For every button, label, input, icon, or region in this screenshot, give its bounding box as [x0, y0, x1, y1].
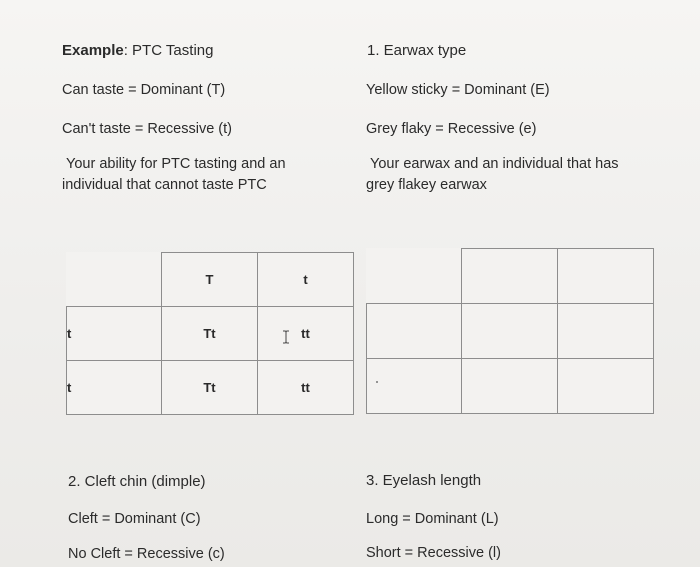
punnett-header-row — [367, 249, 654, 304]
cleft-dominant-text: Cleft = Dominant (C) — [68, 511, 201, 527]
example-dominant-text: Can taste = Dominant (T) — [62, 82, 226, 98]
earwax-dominant-text: Yellow sticky = Dominant (E) — [366, 82, 550, 98]
punnett-top-allele-input[interactable] — [462, 249, 558, 304]
text-cursor-icon — [282, 330, 290, 344]
eyelash-heading: 3. Eyelash length — [366, 472, 482, 489]
punnett-cell: tt — [258, 307, 354, 361]
earwax-punnett-square[interactable] — [366, 248, 654, 414]
punnett-cell-input[interactable] — [558, 304, 654, 359]
example-prompt: Your ability for PTC tasting and an individual that cannot taste PTC — [62, 156, 286, 193]
punnett-cell-input[interactable] — [558, 359, 654, 414]
punnett-corner — [367, 249, 462, 304]
example-recessive-text: Can't taste = Recessive (t) — [62, 121, 232, 137]
punnett-side-allele-input[interactable] — [367, 359, 462, 414]
earwax-heading: 1. Earwax type — [367, 42, 467, 59]
punnett-cell-input[interactable] — [462, 359, 558, 414]
punnett-cell: Tt — [162, 307, 258, 361]
punnett-cell: tt — [258, 361, 354, 415]
punnett-corner — [67, 253, 162, 307]
punnett-top-allele: t — [258, 253, 354, 307]
cleft-heading: 2. Cleft chin (dimple) — [68, 473, 206, 490]
punnett-row — [367, 359, 654, 414]
punnett-row — [67, 307, 354, 361]
eyelash-recessive-text: Short = Recessive (l) — [366, 545, 501, 561]
example-heading-rest: : PTC Tasting — [123, 42, 214, 59]
earwax-recessive-text: Grey flaky = Recessive (e) — [366, 121, 537, 137]
example-heading — [62, 42, 213, 60]
punnett-side-allele-input[interactable] — [367, 304, 462, 359]
punnett-cell: Tt — [162, 361, 258, 415]
punnett-header-row — [67, 253, 354, 307]
earwax-prompt: Your earwax and an individual that has grey flakey earwax — [366, 156, 619, 193]
stray-mark — [376, 381, 378, 383]
eyelash-dominant-text: Long = Dominant (L) — [366, 511, 499, 527]
example-punnett-square — [66, 252, 354, 415]
punnett-cell-input[interactable] — [462, 304, 558, 359]
punnett-top-allele-input[interactable] — [558, 249, 654, 304]
punnett-row — [67, 361, 354, 415]
punnett-row — [367, 304, 654, 359]
punnett-side-allele: t — [67, 307, 162, 361]
punnett-top-allele: T — [162, 253, 258, 307]
punnett-side-allele: t — [67, 361, 162, 415]
example-heading-bold: Example — [62, 42, 124, 59]
cleft-recessive-text: No Cleft = Recessive (c) — [68, 546, 225, 562]
